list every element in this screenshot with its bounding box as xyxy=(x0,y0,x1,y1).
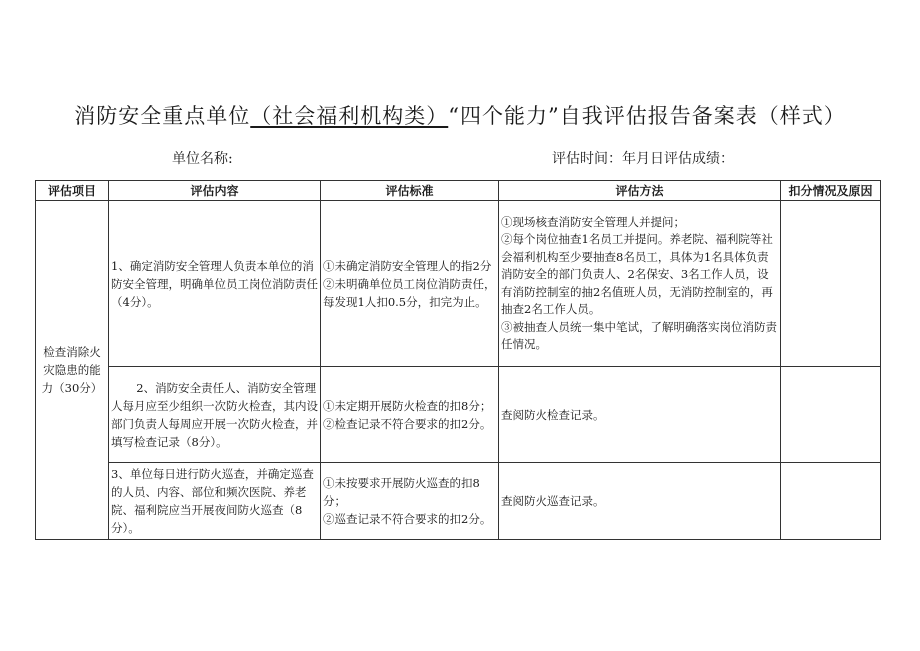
title-category-underlined: （社会福利机构类） xyxy=(250,104,449,128)
deduction-cell[interactable] xyxy=(781,201,881,367)
standard-line: ②未明确单位员工岗位消防责任，每发现1人扣0.5分，扣完为止。 xyxy=(323,276,496,309)
method-cell xyxy=(499,463,781,540)
deduction-cell[interactable] xyxy=(781,463,881,540)
standard-line: ①未确定消防安全管理人的指2分 xyxy=(323,258,492,273)
title-prefix: 消防安全重点单位 xyxy=(74,104,251,128)
content-cell: 2、消防安全责任人、消防安全管理人每月应至少组织一次防火检查，其内设部门负责人每周应开展一次防火检查，并填写检查记录（8分）。 xyxy=(109,367,321,463)
header-standard: 评估标准 xyxy=(321,181,499,201)
header-item: 评估项目 xyxy=(36,181,109,201)
method-line: 查阅防火巡查记录。 xyxy=(501,494,605,508)
header-content: 评估内容 xyxy=(109,181,321,201)
table-row xyxy=(36,201,881,367)
standard-cell xyxy=(321,463,499,540)
method-line: ③被抽查人员统一集中笔试，了解明确落实岗位消防责任情况。 xyxy=(501,319,777,351)
content-cell: 3、单位每日进行防火巡查，并确定巡查的人员、内容、部位和频次医院、养老院、福利院应当开展夜间防火巡查（8分）。 xyxy=(109,463,321,540)
standard-line: ①未定期开展防火检查的扣8分； xyxy=(323,398,492,413)
assessment-table xyxy=(35,180,881,540)
table-row xyxy=(36,367,881,463)
standard-cell xyxy=(321,367,499,463)
deduction-cell[interactable] xyxy=(781,367,881,463)
content-cell: 1、确定消防安全管理人负责本单位的消防安全管理，明确单位员工岗位消防责任（4分）。 xyxy=(109,201,321,367)
page-title xyxy=(0,100,920,130)
table-header-row xyxy=(36,181,881,201)
method-line: ①现场核查消防安全管理人并提问； xyxy=(501,214,685,229)
category-cell: 检查消除火灾隐患的能力（30分） xyxy=(36,201,109,540)
standard-line: ②巡查记录不符合要求的扣2分。 xyxy=(323,512,492,526)
method-cell xyxy=(499,201,781,367)
header-method: 评估方法 xyxy=(499,181,781,201)
title-suffix: “四个能力”自我评估报告备案表（样式） xyxy=(448,104,846,128)
method-line: 查阅防火检查记录。 xyxy=(501,407,605,422)
method-cell xyxy=(499,367,781,463)
header-deduction: 扣分情况及原因 xyxy=(781,181,881,201)
standard-line: ①未按要求开展防火巡查的扣8分； xyxy=(323,476,480,508)
evaluation-info-label: 评估时间：年月日评估成绩： xyxy=(552,151,734,167)
standard-cell xyxy=(321,201,499,367)
method-line: ②每个岗位抽查1名员工并提问。养老院、福利院等社会福利机构至少要抽查8名员工，具体为1名具体负责消防安全的部门负责人、2名保安、3名工作人员，设有消防控制室的抽2名值班人员，无消防控制室的，再抽查2名工作人员。 xyxy=(501,232,773,316)
standard-line: ②检查记录不符合要求的扣2分。 xyxy=(323,416,492,431)
table-row xyxy=(36,463,881,540)
unit-name-label: 单位名称: xyxy=(172,151,233,167)
